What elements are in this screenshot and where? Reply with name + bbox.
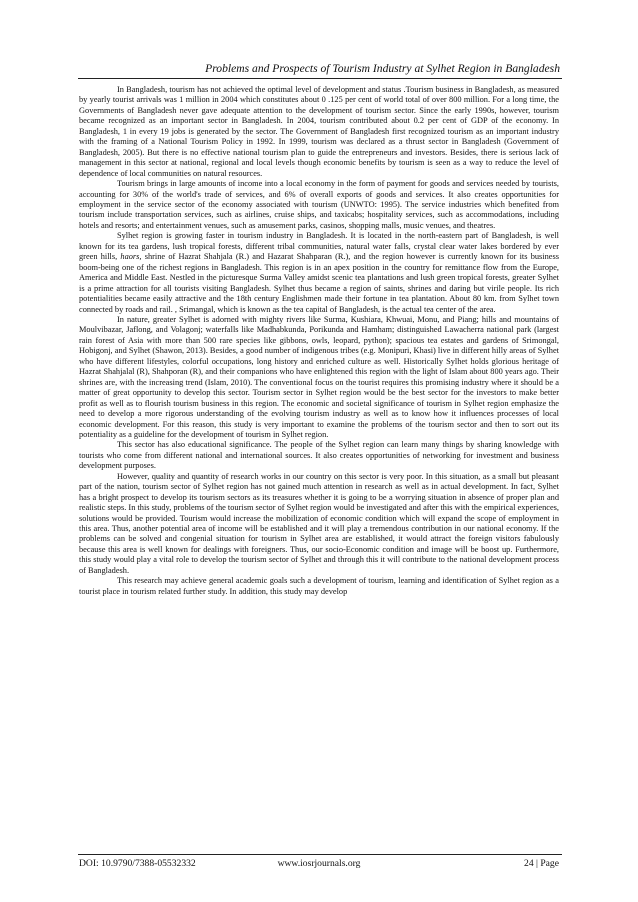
footer-rule	[78, 854, 562, 855]
paragraph-research-quality: However, quality and quantity of research works in our country on this sector is very poor. In this situation, as a small but pleasant part of the nation, tourism sector of Sylhet region has not gained much attention in research as well as in actual development. In fact, Sylhet has a bright prospect to develop its tourism sectors as its treasures whether it is going to be a worrying situation in absence of proper plan and realistic steps. In this study, problems of the tourism sector of Sylhet region would be investigated and after this with the empirical experiences, solutions would be provided. Tourism would increase the mobilization of economic condition which will expand the scope of employment in this area. Thus, another potential area of income will be established and it will play a tremendous contribution in our national economy. If the problems can be solved and congenial situation for tourism in Sylhet area are established, it would attract the foreign visitors fabulously because this area is well known for dealings with foreigners. Thus, our socio-Economic condition and image will be boost up. Furthermore, this study would play a vital role to develop the tourism sector of Sylhet and through this it will contribute to the national development process of Bangladesh.	[79, 471, 559, 575]
paragraph-text-part: Sylhet region is growing faster in tourism industry in Bangladesh. It is located in the north-eastern part of Bangladesh, is well known for its tea gardens, lush tropical forests, different tribal communities, natural water falls, crystal clear water lakes bordered by ever green hills,	[79, 231, 559, 262]
paragraph-tourism-income: Tourism brings in large amounts of income into a local economy in the form of payment for goods and services needed by tourists, accounting for 30% of the world's trade of services, and 6% of overall exports of goods and services. It also creates opportunities for employment in the service sector of the economy associated with tourism (UNWTO: 1995). The service industries which benefited from tourism include transportation services, such as airlines, cruise ships, and taxicabs; hospitality services, such as accommodations, including hotels and resorts; and entertainment venues, such as amusement parks, casinos, shopping malls, music venues, and theatres.	[79, 179, 559, 230]
italic-term-haors: haors,	[120, 252, 142, 262]
footer-doi: DOI: 10.9790/7388-05532332	[79, 858, 196, 869]
header-rule	[78, 78, 562, 79]
paragraph-sylhet-nature: In nature, greater Sylhet is adorned with mighty rivers like Surma, Kushiara, Khwuai, Monu, and Piang; hills and mountains of Moulvibazar, Jaflong, and Volagonj; waterfalls like Madhabkunda, Porikunda and Hamham; distinguished Lawacherra national park (largest rain forest of Asia with more than 500 rare species like gibbons, owls, leopard, python); spacious tea estates and gardens of Srimongal, Hobigonj, and Sylhet (Shawon, 2013). Besides, a good number of indigenous tribes (e.g. Monipuri, Khasi) live in different hilly areas of Sylhet who have different lifestyles, colorful occupations, long history and enriched culture as well. Historically Sylhet holds glorious heritage of Hazrat Shahjalal (R), Shahporan (R), and their companions who have enlightened this region with the light of Islam about 800 years ago. Their shrines are, with the increasing trend (Islam, 2010). The conventional focus on the tourist requires this promising industry where it should be a matter of great opportunity to develop this sector. Tourism sector in Sylhet region would be the best sector for the investors to make better profit as well as to flourish tourism business in this region. The economic and societal significance of tourism in Sylhet region emphasize the need to develop a more rigorous understanding of the evolving tourism industry as well as to know how it influences processes of local economic development. For this reason, this study is very important to examine the problems of the tourism sector and then to sort out its potentiality as a guideline for the development of tourism in Sylhet region.	[79, 314, 559, 439]
paragraph-text-part: shrine of Hazrat Shahjala (R.) and Hazarat Shahparan (R.), and the region however is currently known for its business boom-being one of the richest regions in Bangladesh. This region is in an apex position in the country for remittance flow from the Europe, America and Middle East. Nestled in the picturesque Surma Valley amidst scenic tea plantations and lush green tropical forests, greater Sylhet is a prime attraction for all tourists visiting Bangladesh. Sylhet thus became a region of saints, shrines and daring but virile people. Its rich potentialities became easily attractive and the 18th century Englishmen made their fortune in tea plantation. About 80 km. from Sylhet town connected by roads and rail. , Srimangal, which is known as the tea capital of Bangladesh, is the actual tea center of the area.	[79, 252, 559, 314]
paragraph-academic-goals: This research may achieve general academic goals such a development of tourism, learning and identification of Sylhet region as a tourist place in tourism related further study. In addition, this study may develop	[79, 576, 559, 596]
running-header: Problems and Prospects of Tourism Industry at Sylhet Region in Bangladesh	[205, 62, 560, 75]
footer-website-link[interactable]: www.iosrjournals.org	[277, 858, 361, 869]
paragraph-educational-significance: This sector has also educational significance. The people of the Sylhet region can learn many things by sharing knowledge with tourists who come from different national and international sources. It also creates opportunities of networking for investment and business development purposes.	[79, 440, 559, 471]
footer-page-number: 24 | Page	[524, 858, 559, 869]
article-body	[79, 85, 559, 597]
paragraph-tourism-status: In Bangladesh, tourism has not achieved the optimal level of development and status .Tourism business in Bangladesh, as measured by yearly tourist arrivals was 1 million in 2004 which constitutes about 0 .125 per cent of world total of over 800 million. For a long time, the Governments of Bangladesh never gave adequate attention to the development of tourism sector. Since the early 1990s, however, tourism became recognized as an important sector in Bangladesh. In 2004, tourism contributed about 0.2 per cent of GDP of the economy. In Bangladesh, 1 in every 19 jobs is generated by the sector. The Government of Bangladesh first recognized tourism as an important industry with the framing of a National Tourism Policy in 1992. In 1999, tourism was declared as a thrust sector in Bangladesh (Government of Bangladesh, 2005). But there is no effective national tourism plan to guide the entrepreneurs and investors. Besides, there is serious lack of management in this sector at national, regional and local levels though economic benefits by tourism is seen as a way to reduce the level of dependence of local communities on natural resources.	[79, 85, 559, 178]
paragraph-sylhet-region	[79, 231, 559, 315]
